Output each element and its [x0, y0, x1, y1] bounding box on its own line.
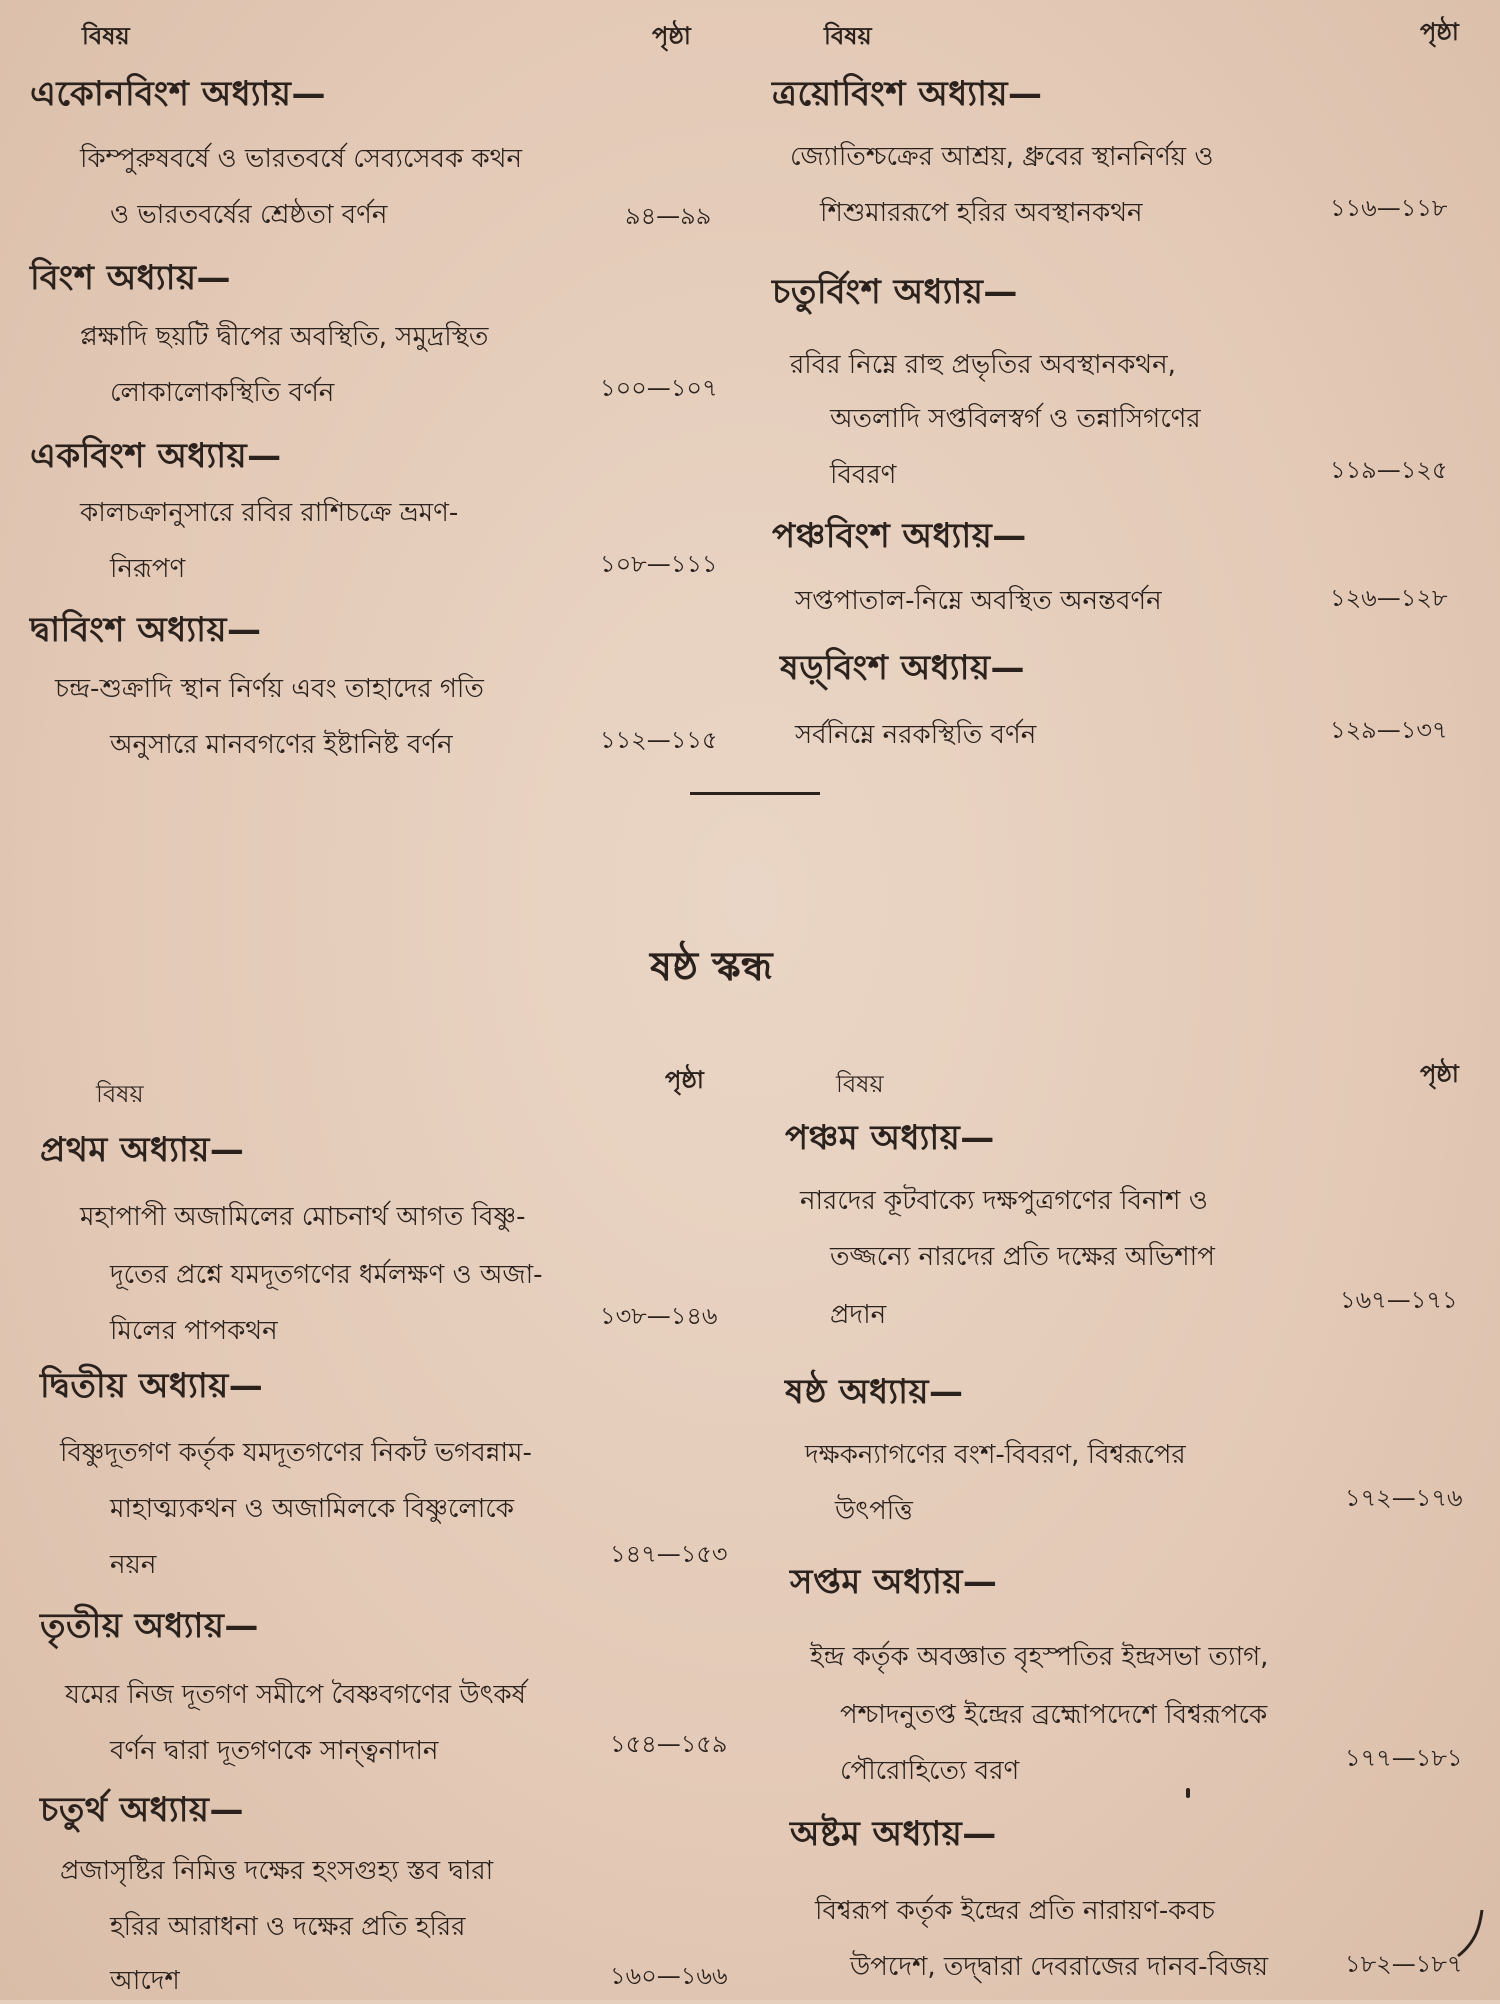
page-range: ১২৬—১২৮: [1330, 584, 1448, 612]
chapter-heading: একবিংশ অধ্যায়—: [30, 436, 282, 476]
page-range: ১৬০—১৬৬: [610, 1962, 728, 1990]
section-title: ষষ্ঠ স্কন্ধ: [650, 944, 773, 990]
entry-line: কালচক্রানুসারে রবির রাশিচক্রে ভ্রমণ-: [80, 498, 459, 528]
ink-stroke: [1446, 1906, 1490, 1966]
entry-line: হরির আরাধনা ও দক্ষের প্রতি হরির: [110, 1912, 466, 1942]
page-range: ১০৮—১১১: [600, 550, 718, 578]
page-range: ১১২—১১৫: [600, 726, 718, 754]
chapter-heading: ত্রয়োবিংশ অধ্যায়—: [772, 74, 1043, 114]
entry-line: চন্দ্র-শুক্রাদি স্থান নির্ণয় এবং তাহাদের গতি: [55, 674, 484, 704]
page-range: ১১৯—১২৫: [1330, 456, 1448, 484]
page-range: ১২৯—১৩৭: [1330, 716, 1448, 744]
entry-line: প্লক্ষাদি ছয়টি দ্বীপের অবস্থিতি, সমুদ্রস্থিত: [80, 322, 489, 352]
chapter-heading: দ্বাবিংশ অধ্যায়—: [30, 610, 262, 650]
page-range: ১৮২—১৮৭: [1345, 1950, 1463, 1978]
chapter-heading: একোনবিংশ অধ্যায়—: [30, 74, 326, 114]
entry-line: জ্যোতিশ্চক্রের আশ্রয়, ধ্রুবের স্থাননির্ণয় ও: [790, 142, 1214, 172]
entry-line: পৌরোহিত্যে বরণ: [840, 1756, 1020, 1786]
entry-line: বিশ্বরূপ কর্তৃক ইন্দ্রের প্রতি নারায়ণ-কবচ: [815, 1896, 1215, 1926]
entry-line: সপ্তপাতাল-নিম্নে অবস্থিত অনন্তবর্ণন: [795, 586, 1162, 616]
top-right-subject-header: বিষয়: [824, 22, 872, 50]
chapter-heading: পঞ্চম অধ্যায়—: [785, 1118, 995, 1158]
page-range: ১৬৭—১৭১: [1340, 1286, 1458, 1314]
entry-line: উপদেশ, তদ্দ্বারা দেবরাজের দানব-বিজয়: [850, 1952, 1269, 1982]
entry-line: শিশুমাররূপে হরির অবস্থানকথন: [820, 198, 1143, 228]
chapter-heading: তৃতীয় অধ্যায়—: [40, 1606, 259, 1646]
entry-line: ইন্দ্র কর্তৃক অবজ্ঞাত বৃহস্পতির ইন্দ্রসভা ত্যাগ,: [810, 1642, 1269, 1672]
chapter-heading: ষড়্‌বিংশ অধ্যায়—: [780, 648, 1026, 688]
entry-line: মহাপাপী অজামিলের মোচনার্থ আগত বিষ্ণু-: [80, 1202, 526, 1232]
entry-line: বিবরণ: [830, 460, 897, 490]
entry-line: নিরূপণ: [110, 554, 186, 584]
chapter-heading: অষ্টম অধ্যায়—: [790, 1814, 997, 1854]
entry-line: প্রদান: [830, 1300, 887, 1330]
chapter-heading: চতুর্থ অধ্যায়—: [40, 1790, 244, 1830]
top-left-subject-header: বিষয়: [82, 22, 130, 50]
entry-line: উৎপত্তি: [835, 1496, 913, 1526]
chapter-heading: সপ্তম অধ্যায়—: [790, 1562, 998, 1602]
entry-line: লোকালোকস্থিতি বর্ণন: [110, 378, 335, 408]
entry-line: রবির নিম্নে রাহু প্রভৃতির অবস্থানকথন,: [790, 350, 1176, 380]
entry-line: দূতের প্রশ্নে যমদূতগণের ধর্মলক্ষণ ও অজা-: [110, 1260, 543, 1290]
page-range: ১০০—১০৭: [600, 374, 718, 402]
entry-line: প্রজাসৃষ্টির নিমিত্ত দক্ষের হংসগুহ্য স্তব দ্বারা: [60, 1856, 494, 1886]
entry-line: মিলের পাপকথন: [110, 1316, 278, 1346]
bottom-left-subject-header: বিষয়: [96, 1080, 144, 1108]
entry-line: ও ভারতবর্ষের শ্রেষ্ঠতা বর্ণন: [110, 200, 388, 230]
page-range: ১৭৭—১৮১: [1345, 1744, 1463, 1772]
chapter-heading: প্রথম অধ্যায়—: [40, 1130, 245, 1170]
page-range: ১৩৮—১৪৬: [600, 1302, 718, 1330]
bottom-right-subject-header: বিষয়: [836, 1070, 884, 1098]
entry-line: পশ্চাদনুতপ্ত ইন্দ্রের ব্রহ্মোপদেশে বিশ্বরূপকে: [840, 1700, 1268, 1730]
entry-line: তজ্জন্যে নারদের প্রতি দক্ষের অভিশাপ: [830, 1242, 1215, 1272]
bottom-left-page-header: পৃষ্ঠা: [665, 1066, 704, 1094]
page-range: ১৪৭—১৫৩: [610, 1540, 728, 1568]
chapter-heading: দ্বিতীয় অধ্যায়—: [40, 1366, 264, 1406]
entry-line: নয়ন: [110, 1550, 157, 1580]
section-divider: [690, 792, 820, 795]
entry-line: অনুসারে মানবগণের ইষ্টানিষ্ট বর্ণন: [110, 730, 453, 760]
entry-line: সর্বনিম্নে নরকস্থিতি বর্ণন: [795, 720, 1037, 750]
entry-line: বর্ণন দ্বারা দূতগণকে সান্ত্বনাদান: [110, 1736, 439, 1766]
chapter-heading: চতুর্বিংশ অধ্যায়—: [772, 272, 1018, 312]
bottom-right-page-header: পৃষ্ঠা: [1420, 1060, 1459, 1088]
entry-line: বিষ্ণুদূতগণ কর্তৃক যমদূতগণের নিকট ভগবন্নাম-: [60, 1438, 532, 1468]
chapter-heading: বিংশ অধ্যায়—: [30, 258, 231, 298]
page-range: ৯৪—৯৯: [625, 202, 712, 230]
entry-line: দক্ষকন্যাগণের বংশ-বিবরণ, বিশ্বরূপের: [805, 1440, 1186, 1470]
top-right-page-header: পৃষ্ঠা: [1420, 18, 1459, 46]
page-range: ১৫৪—১৫৯: [610, 1730, 728, 1758]
entry-line: মাহাত্ম্যকথন ও অজামিলকে বিষ্ণুলোকে: [110, 1494, 514, 1524]
entry-line: নারদের কূটবাক্যে দক্ষপুত্রগণের বিনাশ ও: [800, 1186, 1208, 1216]
page-range: ১৭২—১৭৬: [1345, 1484, 1463, 1512]
entry-line: যমের নিজ দূতগণ সমীপে বৈষ্ণবগণের উৎকর্ষ: [65, 1680, 527, 1710]
entry-line: কিম্পুরুষবর্ষে ও ভারতবর্ষে সেব্যসেবক কথন: [80, 144, 523, 174]
chapter-heading: ষষ্ঠ অধ্যায়—: [785, 1372, 964, 1412]
top-left-page-header: পৃষ্ঠা: [652, 22, 691, 50]
page-range: ১১৬—১১৮: [1330, 194, 1448, 222]
ink-speck: [1186, 1788, 1190, 1798]
entry-line: অতলাদি সপ্তবিলস্বর্গ ও তন্নাসিগণের: [830, 404, 1201, 434]
chapter-heading: পঞ্চবিংশ অধ্যায়—: [772, 516, 1027, 556]
entry-line: আদেশ: [110, 1966, 180, 1996]
